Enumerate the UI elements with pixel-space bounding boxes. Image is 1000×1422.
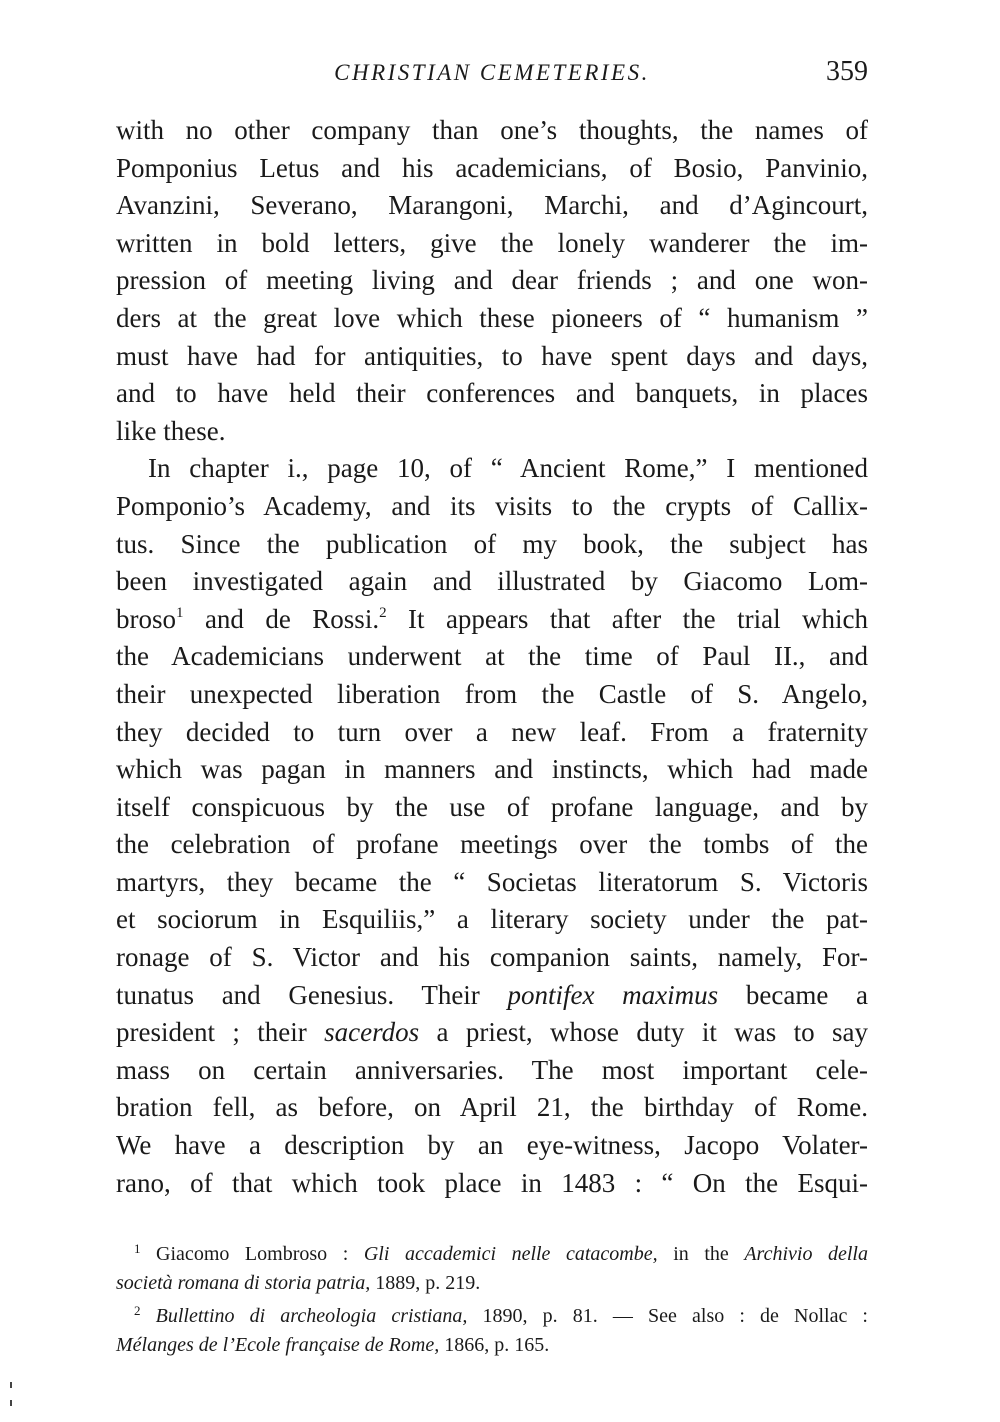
text-line: bration fell, as before, on April 21, the birthday of Rome. bbox=[116, 1092, 868, 1123]
body-text bbox=[116, 112, 868, 1202]
note-text: Giacomo Lombroso : bbox=[140, 1243, 364, 1265]
footnote-1 bbox=[116, 1240, 868, 1269]
text-segment: It appears that after the trial which bbox=[386, 603, 868, 634]
footnotes bbox=[116, 1240, 868, 1360]
note-text: 1889, p. 219. bbox=[370, 1272, 481, 1294]
note-title: Gli accademici nelle catacombe, bbox=[363, 1243, 658, 1265]
text-segment: president ; their bbox=[116, 1017, 325, 1048]
text-line: and to have held their conferences and banquets, in places bbox=[116, 378, 868, 409]
text-line: Pomponio’s Academy, and its visits to the crypts of Callix- bbox=[116, 490, 868, 521]
footnote-1-cont bbox=[116, 1269, 868, 1298]
text-line: must have had for antiquities, to have spent days and days, bbox=[116, 340, 868, 371]
text-line: We have a description by an eye-witness, Jacopo Volater- bbox=[116, 1130, 868, 1161]
note-text: 1866, p. 165. bbox=[439, 1334, 550, 1356]
text-line: In chapter i., page 10, of “ Ancient Rome,” I mentioned bbox=[148, 453, 868, 484]
footnote-ref-1[interactable]: 1 bbox=[176, 604, 184, 621]
text-line: itself conspicuous by the use of profane language, and by bbox=[116, 791, 868, 822]
footnote-2 bbox=[116, 1302, 868, 1331]
text-segment: tunatus and Genesius. Their bbox=[116, 979, 508, 1010]
note-text: 1890, p. 81. — See also : de Nollac : bbox=[467, 1305, 868, 1327]
note-title: Mélanges de l’Ecole française de Rome, bbox=[116, 1334, 440, 1356]
text-line: Pomponius Letus and his academicians, of Bosio, Panvinio, bbox=[116, 152, 868, 183]
text-line: martyrs, they became the “ Societas literatorum S. Victoris bbox=[116, 866, 868, 897]
text-line: the celebration of profane meetings over the tombs of the bbox=[116, 829, 868, 860]
text-line: Avanzini, Severano, Marangoni, Marchi, and d’Agincourt, bbox=[116, 190, 868, 221]
text-line: the Academicians underwent at the time of Paul II., and bbox=[116, 641, 868, 672]
text-line bbox=[116, 601, 868, 639]
footnote-ref-2[interactable]: 2 bbox=[379, 604, 387, 621]
italic-term: pontifex maximus bbox=[507, 979, 719, 1010]
text-line: been investigated again and illustrated by Giacomo Lom- bbox=[116, 566, 868, 597]
text-line: tus. Since the publication of my book, the subject has bbox=[116, 528, 868, 559]
text-line: with no other company than one’s thoughts, the names of bbox=[116, 115, 868, 145]
footnote-mark: 2 bbox=[134, 1303, 141, 1318]
footnote-mark: 1 bbox=[134, 1241, 141, 1256]
text-line: rano, of that which took place in 1483 : “ On the Esqui- bbox=[116, 1167, 868, 1198]
running-title: CHRISTIAN CEMETERIES. bbox=[334, 60, 650, 85]
running-head bbox=[116, 56, 868, 96]
page-number: 359 bbox=[826, 56, 868, 87]
text-line: pression of meeting living and dear friends ; and one won- bbox=[116, 265, 868, 296]
text-line: ders at the great love which these pioneers of “ humanism ” bbox=[116, 302, 868, 333]
text-line: et sociorum in Esquiliis,” a literary society under the pat- bbox=[116, 904, 868, 935]
text-line bbox=[116, 1014, 868, 1052]
text-segment: a priest, whose duty it was to say bbox=[419, 1017, 868, 1048]
text-line: written in bold letters, give the lonely wanderer the im- bbox=[116, 227, 868, 258]
text-segment: and de Rossi. bbox=[183, 603, 380, 634]
text-line: mass on certain anniversaries. The most important cele- bbox=[116, 1054, 868, 1085]
text-line: they decided to turn over a new leaf. From a fraternity bbox=[116, 716, 868, 747]
note-title: società romana di storia patria, bbox=[116, 1272, 371, 1294]
text-line: which was pagan in manners and instincts, which had made bbox=[116, 754, 868, 785]
text-line: ronage of S. Victor and his companion saints, namely, For- bbox=[116, 942, 868, 973]
text-segment: broso bbox=[116, 603, 176, 634]
scan-margin-mark bbox=[10, 1382, 12, 1388]
text-segment: became a bbox=[718, 979, 868, 1010]
italic-term: sacerdos bbox=[324, 1017, 420, 1048]
text-line bbox=[116, 977, 868, 1015]
text-line: their unexpected liberation from the Castle of S. Angelo, bbox=[116, 678, 868, 709]
note-title: Bullettino di archeologia cristiana, bbox=[155, 1305, 468, 1327]
scan-margin-mark bbox=[10, 1400, 12, 1406]
footnote-2-cont bbox=[116, 1331, 868, 1360]
text-line: like these. bbox=[116, 415, 226, 446]
note-text: in the bbox=[657, 1243, 745, 1265]
note-title: Archivio della bbox=[744, 1243, 868, 1265]
